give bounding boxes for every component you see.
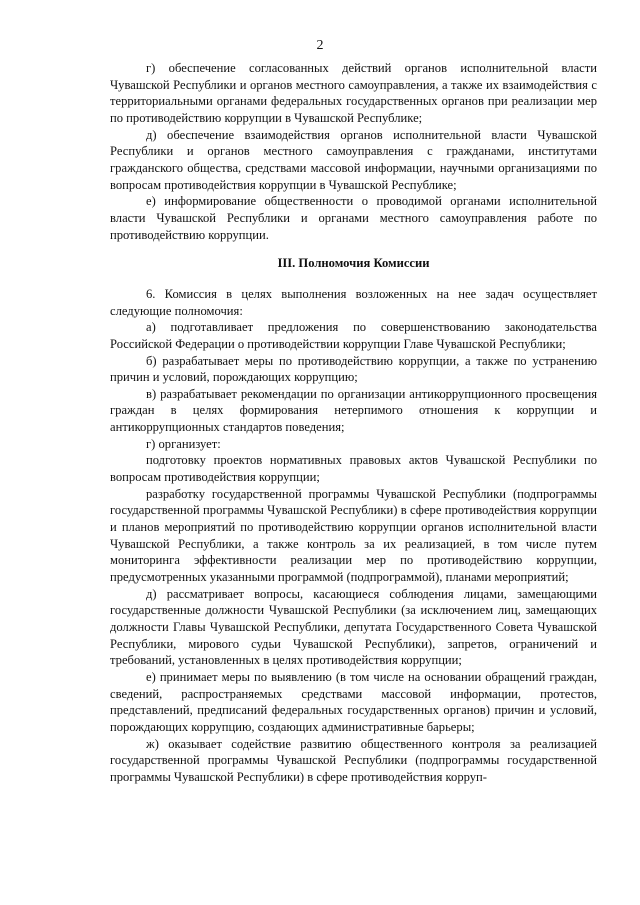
- paragraph-subitem-program: разработку государственной программы Чувашской Республики (подпрограммы государственной программы Чувашской Республики) в сфере противодействия коррупции и планов мероприятий по противодействию коррупции органов исполнительной власти Чувашской Республики, а также контроль за их реализацией, в том числе путем мониторинга эффективности реализации мер по противодействию коррупции, предусмотренных указанными программой (подпрограммой), планами мероприятий;: [110, 486, 597, 585]
- paragraph-subitem-drafts: подготовку проектов нормативных правовых актов Чувашской Республики по вопросам противодействия коррупции;: [110, 453, 597, 485]
- paragraph-item-b: б) разрабатывает меры по противодействию коррупции, а также по устранению причин и условий, порождающих коррупцию;: [110, 353, 597, 385]
- paragraph-item-v: в) разрабатывает рекомендации по организации антикоррупционного просвещения граждан в целях формирования нетерпимого отношения к коррупции и антикоррупционных стандартов поведения;: [110, 386, 597, 435]
- paragraph-item-d: д) обеспечение взаимодействия органов исполнительной власти Чувашской Республики и органов местного самоуправления с гражданами, институтами гражданского общества, средствами массовой информации, научными организациями по вопросам противодействия коррупции в Чувашской Республике;: [110, 127, 597, 192]
- page-number: 2: [316, 38, 324, 53]
- paragraph-item-g2: г) организует:: [146, 436, 221, 451]
- paragraph-item-zh: ж) оказывает содействие развитию общественного контроля за реализацией государственной программы Чувашской Республики (подпрограммы государственной программы Чувашской Республики) в сфере противодействия корруп-: [110, 736, 597, 784]
- paragraph-item-d2: д) рассматривает вопросы, касающиеся соблюдения лицами, замещающими государственные должности Чувашской Республики (за исключением лиц, замещающих должности Главы Чувашской Республики, депутата Государственного Совета Чувашской Республики, мирового судьи Чувашской Республики), запретов, ограничений и требований, установленных в целях противодействия коррупции;: [110, 586, 597, 668]
- document-body: [110, 60, 597, 786]
- paragraph-clause-6: 6. Комиссия в целях выполнения возложенных на нее задач осуществляет следующие полномочия:: [110, 286, 597, 318]
- paragraph-item-g: г) обеспечение согласованных действий органов исполнительной власти Чувашской Республики и органов местного самоуправления, а также их взаимодействия с территориальными органами федеральных государственных органов при реализации мер по противодействию коррупции в Чувашской Республике;: [110, 61, 597, 125]
- paragraph-item-e2: е) принимает меры по выявлению (в том числе на основании обращений граждан, сведений, распространяемых средствами массовой информации, протестов, представлений, предписаний федеральных государственных органов) причин и условий, порождающих коррупцию, создающих административные барьеры;: [110, 669, 597, 734]
- paragraph-item-e: е) информирование общественности о проводимой органами исполнительной власти Чувашской Республики и органами местного самоуправления работе по противодействию коррупции.: [110, 194, 597, 242]
- paragraph-item-a: а) подготавливает предложения по совершенствованию законодательства Российской Федерации о противодействии коррупции Главе Чувашской Республики;: [110, 320, 597, 351]
- section-title: III. Полномочия Комиссии: [277, 256, 430, 271]
